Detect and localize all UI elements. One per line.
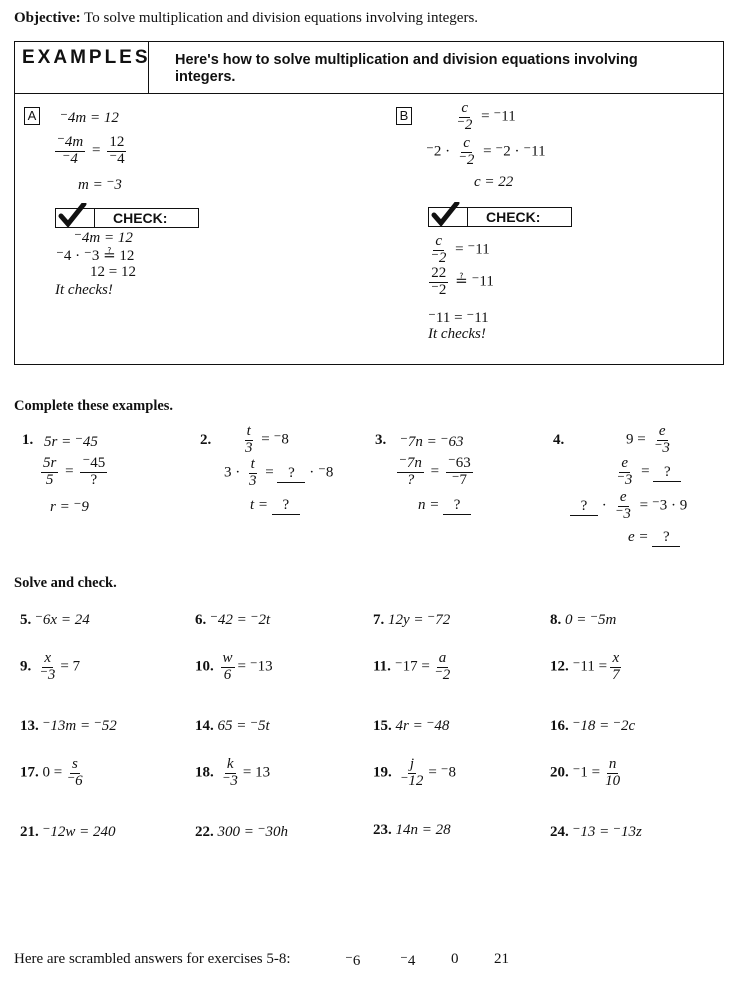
examples-tag: EXAMPLES	[22, 47, 151, 68]
example-a-result: m = ⁻3	[78, 177, 122, 193]
example-b-check3: ⁻11 = ⁻11	[428, 310, 489, 326]
check-label-b: CHECK:	[486, 209, 541, 225]
problem-number: 22.	[195, 824, 214, 840]
solve-problem	[373, 822, 451, 839]
example-a-it-checks: It checks!	[55, 282, 113, 298]
complete-2-step: 3 · $\frac{t}{3}$ = ? · ⁻8	[224, 456, 334, 489]
complete-1-result: r = ⁻9	[50, 499, 89, 515]
scrambled-answer: ⁻6	[345, 953, 361, 969]
problem-number: 21.	[20, 824, 39, 840]
solve-problem	[373, 716, 449, 735]
scrambled-answer: ⁻4	[400, 953, 416, 969]
problem-equation: 12y = ⁻72	[388, 612, 451, 628]
problem-number: 8.	[550, 612, 562, 628]
answer-blank[interactable]: ?	[653, 464, 681, 482]
example-b-tag: B	[396, 107, 412, 125]
problem-number: 14.	[195, 718, 214, 734]
problem-rhs: = 13	[242, 764, 271, 781]
solve-problem	[550, 716, 635, 735]
scrambled-label: Here are scrambled answers for exercises 5-8:	[14, 951, 291, 967]
problem-equation: 300 = ⁻30h	[217, 824, 289, 840]
problem-lhs: 0 =	[42, 764, 63, 781]
problem-number: 16.	[550, 718, 569, 734]
problem-rhs: = ⁻8	[428, 764, 457, 781]
solve-problem	[373, 651, 455, 684]
example-b-equation: $\frac{c}{^-2}$ = ⁻11	[457, 100, 516, 133]
scrambled-answer: 21	[494, 951, 509, 967]
examples-heading: Here's how to solve multiplication and division equations involving integers.	[175, 52, 638, 85]
complete-2-eq: $\frac{t}{3}$ = ⁻8	[245, 423, 289, 456]
scrambled-answer: 0	[451, 951, 459, 967]
complete-2-result: t = ?	[250, 497, 300, 515]
problem-lhs: ⁻1 =	[572, 764, 601, 781]
complete-4-result: e = ?	[628, 529, 680, 547]
complete-3-eq: ⁻7n = ⁻63	[400, 434, 464, 450]
problem-equation: 4r = ⁻48	[395, 718, 450, 734]
example-b-check2: $\frac{22}{^-2}$ ≟ ⁻11	[431, 265, 494, 298]
objective-label: Objective:	[14, 10, 81, 26]
answer-blank[interactable]: ?	[652, 529, 680, 547]
problem-number: 11.	[373, 658, 391, 675]
complete-title: Complete these examples.	[14, 398, 174, 414]
problem-fraction: $\frac{a}{^-2}$	[434, 650, 451, 683]
problem-lhs: ⁻17 =	[394, 658, 430, 675]
complete-1-step: $\frac{5r}{5}$ = $\frac{^-45}{?}$	[43, 455, 106, 488]
problem-number: 9.	[20, 658, 32, 675]
problem-equation: ⁻12w = 240	[42, 824, 116, 840]
example-a-tag: A	[24, 107, 40, 125]
example-b-it-checks: It checks!	[428, 326, 486, 342]
example-a-check1: ⁻4m = 12	[74, 230, 133, 246]
example-b-check1: $\frac{c}{^-2}$ = ⁻11	[431, 233, 490, 266]
problem-equation: 14n = 28	[395, 822, 451, 838]
example-b-result: c = 22	[474, 174, 514, 190]
check-box-b	[428, 207, 572, 227]
problem-equation: 65 = ⁻5t	[217, 718, 270, 734]
solve-problem	[20, 757, 88, 790]
check-label-a: CHECK:	[113, 210, 168, 226]
solve-problem	[195, 716, 270, 735]
solve-problem	[195, 651, 273, 684]
problem-number: 5.	[20, 612, 32, 628]
complete-4-num: 4.	[553, 432, 565, 448]
problem-equation: ⁻42 = ⁻2t	[210, 612, 271, 628]
complete-3-num: 3.	[375, 432, 387, 448]
problem-number: 7.	[373, 612, 385, 628]
example-b-step: ⁻2 · $\frac{c}{^-2}$ = ⁻2 · ⁻11	[426, 135, 546, 168]
answer-blank[interactable]: ?	[277, 465, 305, 483]
problem-number: 10.	[195, 658, 214, 675]
solve-problem	[195, 610, 270, 629]
check-box-a	[55, 208, 199, 228]
solve-problem	[195, 822, 288, 841]
problem-fraction: $\frac{j}{^-12}$	[400, 756, 424, 789]
problem-equation: 0 = ⁻5m	[565, 612, 617, 628]
example-a-equation: ⁻4m = 12	[60, 110, 119, 126]
problem-fraction: $\frac{s}{^-6}$	[67, 756, 83, 789]
checkmark-icon	[56, 209, 95, 227]
problem-number: 12.	[550, 658, 569, 675]
problem-fraction: $\frac{w}{6}$	[222, 650, 233, 683]
complete-3-step: $\frac{^-7n}{?}$ = $\frac{^-63}{^-7}$	[399, 455, 471, 488]
solve-problem	[550, 651, 625, 684]
problem-number: 13.	[20, 718, 39, 734]
problem-equation: ⁻13 = ⁻13z	[572, 824, 642, 840]
objective-text: To solve multiplication and division equations involving integers.	[84, 10, 479, 26]
problem-fraction: $\frac{n}{10}$	[605, 756, 621, 789]
problem-number: 24.	[550, 824, 569, 840]
solve-problem	[373, 610, 450, 629]
complete-4-step2: ? · $\frac{e}{^-3}$ = ⁻3 · 9	[570, 490, 687, 523]
example-a-check2: ⁻4 · ⁻3 ≟ 12	[56, 248, 135, 264]
answer-blank[interactable]: ?	[443, 497, 471, 515]
solve-problem	[550, 757, 625, 790]
solve-problem	[373, 757, 456, 790]
solve-problem	[20, 716, 117, 735]
complete-1-num: 1.	[22, 432, 34, 448]
solve-problem	[195, 757, 270, 790]
problem-number: 20.	[550, 764, 569, 781]
complete-2-num: 2.	[200, 432, 212, 448]
complete-4-eq: 9 = $\frac{e}{^-3}$	[626, 423, 670, 456]
answer-blank[interactable]: ?	[570, 498, 598, 516]
problem-rhs: = 7	[60, 658, 81, 675]
example-a-check3: 12 = 12	[90, 264, 136, 280]
problem-equation: ⁻6x = 24	[35, 612, 90, 628]
problem-fraction: $\frac{x}{7}$	[612, 650, 620, 683]
problem-number: 15.	[373, 718, 392, 734]
solve-problem	[550, 610, 616, 629]
checkmark-icon	[429, 208, 468, 226]
complete-4-step1: $\frac{e}{^-3}$ = ?	[612, 456, 681, 489]
problem-equation: ⁻18 = ⁻2c	[572, 718, 636, 734]
example-a-step: $\frac{^-4m}{^-4}$ = $\frac{12}{^-4}$	[57, 134, 125, 167]
problem-number: 23.	[373, 822, 392, 838]
answer-blank[interactable]: ?	[272, 497, 300, 515]
problem-number: 6.	[195, 612, 207, 628]
solve-problem	[550, 822, 642, 841]
solve-title: Solve and check.	[14, 575, 117, 591]
problem-fraction: $\frac{k}{^-3}$	[222, 756, 238, 789]
complete-3-result: n = ?	[418, 497, 471, 515]
objective	[14, 10, 478, 27]
problem-fraction: $\frac{x}{^-3}$	[40, 650, 56, 683]
problem-equation: ⁻13m = ⁻52	[42, 718, 117, 734]
problem-number: 18.	[195, 764, 214, 781]
problem-number: 19.	[373, 764, 392, 781]
solve-problem	[20, 822, 116, 841]
solve-problem	[20, 651, 80, 684]
complete-1-eq: 5r = ⁻45	[44, 434, 98, 450]
problem-number: 17.	[20, 764, 39, 781]
problem-rhs: = ⁻13	[237, 658, 273, 675]
solve-problem	[20, 610, 90, 629]
problem-lhs: ⁻11 =	[572, 658, 608, 675]
